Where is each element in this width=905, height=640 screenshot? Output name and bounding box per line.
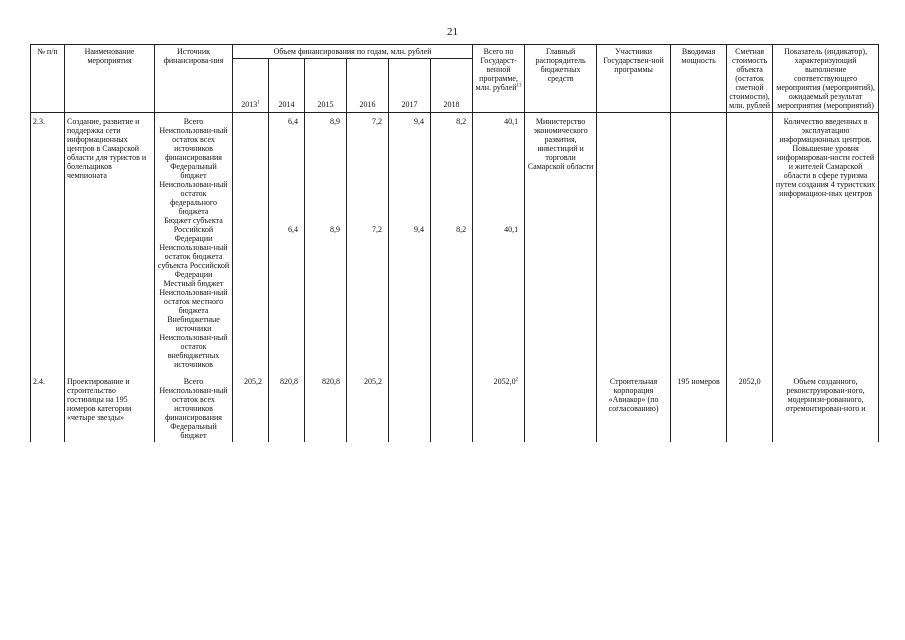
header-total: Всего по Государст-венной программе, млн. рублей$^{13}$ [473, 45, 525, 113]
source-item: Федеральный бюджет [170, 162, 217, 180]
row-participants [597, 113, 671, 372]
header-source: Источник финансирова-ния [155, 45, 233, 113]
source-item: Федеральный бюджет [170, 422, 217, 440]
header-admin: Главный распорядитель бюджетных средств [525, 45, 597, 113]
source-item: Всего [183, 117, 204, 126]
row-indicator: Объем созданного, реконструирован-ного, модернизи-рованного, отремонтирован-ного и [773, 371, 879, 442]
header-year-2017: 2017 [389, 59, 431, 113]
header-capacity: Вводимая мощность [671, 45, 727, 113]
header-name: Наименование мероприятия [65, 45, 155, 113]
value-2017: 9,4 9,4 [389, 113, 431, 372]
value-total: 40,1 40,1 [473, 113, 525, 372]
header-indicator: Показатель (индикатор), характеризующий выполнение соответствующего мероприятия (мероприятий), ожидаемый результат мероприятия (мероприятий) [773, 45, 879, 113]
row-num: 2.3. [31, 113, 65, 372]
value-2015: 820,8 [305, 371, 347, 442]
value-2018 [431, 371, 473, 442]
row-capacity: 195 номеров [671, 371, 727, 442]
row-admin [525, 371, 597, 442]
header-year-2018: 2018 [431, 59, 473, 113]
source-item: Всего [183, 377, 204, 386]
table-header-row [31, 45, 879, 59]
source-item: Неиспользован-ный остаток местного бюджета [159, 288, 228, 315]
row-sources [155, 113, 233, 372]
row-admin: Министерство экономического развития, инвестиций и торговли Самарской области [525, 113, 597, 372]
value-2016: 205,2 [347, 371, 389, 442]
header-num: № п/п [31, 45, 65, 113]
row-name: Проектирование и строительство гостиницы на 195 номеров категории «четыре звезды» [65, 371, 155, 442]
header-estimate: Сметная стоимость объекта (остаток сметной стоимости), млн. рублей [727, 45, 773, 113]
value-2017 [389, 371, 431, 442]
row-sources [155, 371, 233, 442]
source-item: Неиспользован-ный остаток федерального бюджета [159, 180, 228, 216]
page-number: 21 [447, 26, 458, 38]
source-item: Бюджет субъекта Российской Федерации [164, 216, 223, 243]
row-estimate: 2052,0 [727, 371, 773, 442]
row-num: 2.4. [31, 371, 65, 442]
source-item: Неиспользован-ный остаток внебюджетных источников [159, 333, 228, 369]
value-2014: 6,4 6,4 [269, 113, 305, 372]
source-item: Неиспользован-ный остаток всех источников финансирования [159, 126, 228, 162]
header-year-2014: 2014 [269, 59, 305, 113]
source-item: Неиспользован-ный остаток бюджета субъекта Российской Федерации [157, 243, 230, 279]
source-item: Неиспользован-ный остаток всех источников финансирования [159, 386, 228, 422]
value-2014: 820,8 [269, 371, 305, 442]
table-row [31, 113, 879, 372]
source-item: Местный бюджет [163, 279, 224, 288]
value-2015: 8,9 8,9 [305, 113, 347, 372]
row-name: Создание, развитие и поддержка сети информационных центров в Самарской области для туристов и болельщиков чемпионата [65, 113, 155, 372]
header-year-2015: 2015 [305, 59, 347, 113]
row-participants: Строительная корпорация «Авиакор» (по согласованию) [597, 371, 671, 442]
value-total: 2052,0$^2$ [473, 371, 525, 442]
header-year-2013: 2013$^1$ [233, 59, 269, 113]
row-estimate [727, 113, 773, 372]
header-participants: Участники Государствен-ной программы [597, 45, 671, 113]
source-item: Внебюджетные источники [167, 315, 220, 333]
header-funding: Объем финансирования по годам, млн. рублей [233, 45, 473, 59]
value-2018: 8,2 8,2 [431, 113, 473, 372]
value-2016: 7,2 7,2 [347, 113, 389, 372]
row-indicator: Количество введенных в эксплуатацию информационных центров. Повышение уровня информирован-ности гостей и жителей Самарской области в сфере туризма путем создания 4 туристских информацион-ных центров [773, 113, 879, 372]
value-2013: 205,2 [233, 371, 269, 442]
table-row [31, 371, 879, 442]
header-year-2016: 2016 [347, 59, 389, 113]
value-2013 [233, 113, 269, 372]
row-capacity [671, 113, 727, 372]
funding-table [30, 44, 879, 442]
